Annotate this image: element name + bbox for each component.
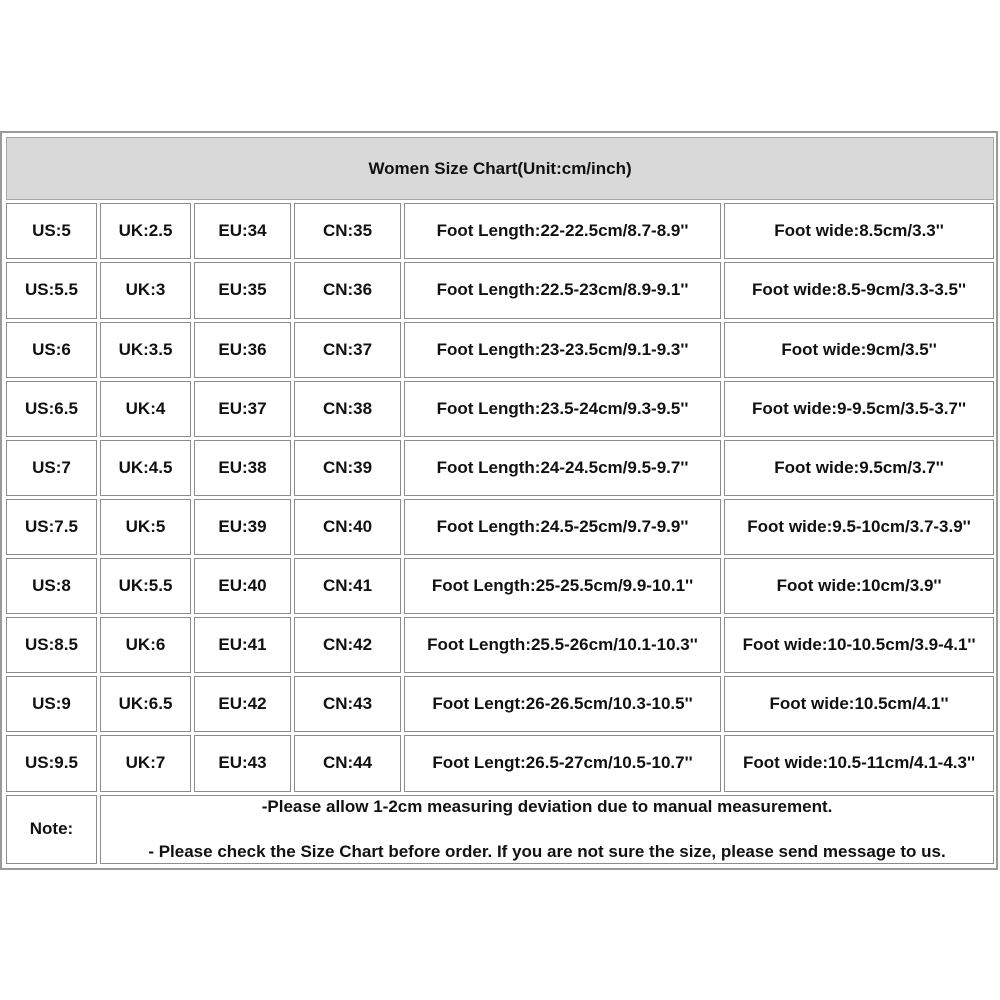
- table-row: [6, 440, 994, 496]
- us-size-cell: US:9.5: [6, 735, 97, 791]
- foot-width-cell: Foot wide:10.5-11cm/4.1-4.3'': [724, 735, 994, 791]
- cn-size-cell: CN:35: [294, 203, 401, 259]
- cn-size-cell: CN:40: [294, 499, 401, 555]
- foot-width-cell: Foot wide:9.5-10cm/3.7-3.9'': [724, 499, 994, 555]
- eu-size-cell: EU:42: [194, 676, 291, 732]
- foot-length-cell: Foot Length:24-24.5cm/9.5-9.7'': [404, 440, 721, 496]
- us-size-cell: US:5: [6, 203, 97, 259]
- table-row: [6, 558, 994, 614]
- table-row: [6, 735, 994, 791]
- foot-length-cell: Foot Length:22-22.5cm/8.7-8.9'': [404, 203, 721, 259]
- cn-size-cell: CN:38: [294, 381, 401, 437]
- size-chart-table: [3, 134, 997, 867]
- uk-size-cell: UK:4: [100, 381, 191, 437]
- table-row: [6, 617, 994, 673]
- foot-width-cell: Foot wide:8.5-9cm/3.3-3.5'': [724, 262, 994, 318]
- eu-size-cell: EU:34: [194, 203, 291, 259]
- uk-size-cell: UK:3: [100, 262, 191, 318]
- eu-size-cell: EU:36: [194, 322, 291, 378]
- us-size-cell: US:7: [6, 440, 97, 496]
- foot-length-cell: Foot Length:23.5-24cm/9.3-9.5'': [404, 381, 721, 437]
- cn-size-cell: CN:39: [294, 440, 401, 496]
- foot-width-cell: Foot wide:9.5cm/3.7'': [724, 440, 994, 496]
- cn-size-cell: CN:41: [294, 558, 401, 614]
- eu-size-cell: EU:43: [194, 735, 291, 791]
- uk-size-cell: UK:6: [100, 617, 191, 673]
- foot-width-cell: Foot wide:10-10.5cm/3.9-4.1'': [724, 617, 994, 673]
- note-line-deviation: -Please allow 1-2cm measuring deviation due to manual measurement.: [261, 796, 833, 816]
- foot-width-cell: Foot wide:8.5cm/3.3'': [724, 203, 994, 259]
- eu-size-cell: EU:35: [194, 262, 291, 318]
- table-row: [6, 499, 994, 555]
- size-chart-frame: [0, 131, 998, 870]
- table-row: [6, 203, 994, 259]
- cn-size-cell: CN:44: [294, 735, 401, 791]
- eu-size-cell: EU:39: [194, 499, 291, 555]
- cn-size-cell: CN:37: [294, 322, 401, 378]
- chart-title: Women Size Chart(Unit:cm/inch): [6, 137, 994, 200]
- table-row: [6, 676, 994, 732]
- eu-size-cell: EU:41: [194, 617, 291, 673]
- foot-length-cell: Foot Length:24.5-25cm/9.7-9.9'': [404, 499, 721, 555]
- us-size-cell: US:9: [6, 676, 97, 732]
- foot-length-cell: Foot Lengt:26.5-27cm/10.5-10.7'': [404, 735, 721, 791]
- us-size-cell: US:8.5: [6, 617, 97, 673]
- foot-width-cell: Foot wide:9-9.5cm/3.5-3.7'': [724, 381, 994, 437]
- note-line-check-size: - Please check the Size Chart before order. If you are not sure the size, please send message to us.: [148, 841, 946, 861]
- table-row: [6, 322, 994, 378]
- uk-size-cell: UK:6.5: [100, 676, 191, 732]
- cn-size-cell: CN:42: [294, 617, 401, 673]
- us-size-cell: US:6.5: [6, 381, 97, 437]
- foot-length-cell: Foot Length:22.5-23cm/8.9-9.1'': [404, 262, 721, 318]
- title-row: [6, 137, 994, 200]
- foot-length-cell: Foot Length:25.5-26cm/10.1-10.3'': [404, 617, 721, 673]
- us-size-cell: US:6: [6, 322, 97, 378]
- table-row: [6, 381, 994, 437]
- us-size-cell: US:5.5: [6, 262, 97, 318]
- foot-width-cell: Foot wide:10cm/3.9'': [724, 558, 994, 614]
- uk-size-cell: UK:4.5: [100, 440, 191, 496]
- uk-size-cell: UK:3.5: [100, 322, 191, 378]
- cn-size-cell: CN:36: [294, 262, 401, 318]
- uk-size-cell: UK:2.5: [100, 203, 191, 259]
- uk-size-cell: UK:5.5: [100, 558, 191, 614]
- uk-size-cell: UK:7: [100, 735, 191, 791]
- note-text: [100, 795, 994, 864]
- eu-size-cell: EU:40: [194, 558, 291, 614]
- foot-width-cell: Foot wide:9cm/3.5'': [724, 322, 994, 378]
- foot-length-cell: Foot Lengt:26-26.5cm/10.3-10.5'': [404, 676, 721, 732]
- note-row: [6, 795, 994, 864]
- uk-size-cell: UK:5: [100, 499, 191, 555]
- foot-length-cell: Foot Length:23-23.5cm/9.1-9.3'': [404, 322, 721, 378]
- us-size-cell: US:8: [6, 558, 97, 614]
- cn-size-cell: CN:43: [294, 676, 401, 732]
- us-size-cell: US:7.5: [6, 499, 97, 555]
- foot-length-cell: Foot Length:25-25.5cm/9.9-10.1'': [404, 558, 721, 614]
- note-label: Note:: [6, 795, 97, 864]
- eu-size-cell: EU:38: [194, 440, 291, 496]
- eu-size-cell: EU:37: [194, 381, 291, 437]
- foot-width-cell: Foot wide:10.5cm/4.1'': [724, 676, 994, 732]
- table-row: [6, 262, 994, 318]
